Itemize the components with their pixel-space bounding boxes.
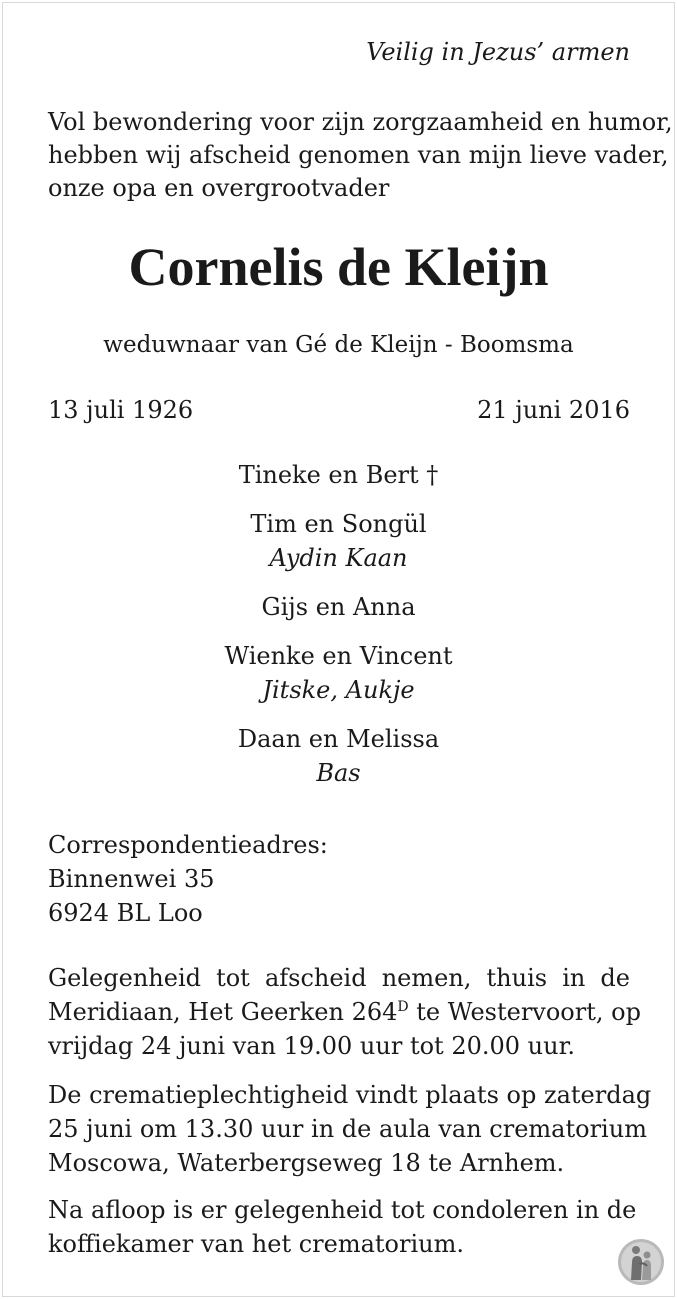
intro-line: hebben wij afscheid genomen van mijn lieve vader, bbox=[48, 141, 669, 169]
family-names: Wienke en Vincent bbox=[224, 642, 453, 670]
paragraph-line: Na afloop is er gelegenheid tot condoleren in de bbox=[48, 1196, 637, 1224]
family-children: Bas bbox=[316, 759, 361, 787]
family-names: Tim en Songül bbox=[250, 510, 427, 538]
widower-line: weduwnaar van Gé de Kleijn - Boomsma bbox=[103, 332, 574, 358]
paragraph-line: vrijdag 24 juni van 19.00 uur tot 20.00 uur. bbox=[48, 1032, 576, 1060]
death-date: 21 juni 2016 bbox=[477, 396, 630, 424]
paragraph-line: 25 juni om 13.30 uur in de aula van crematorium bbox=[48, 1115, 647, 1143]
motto: Veilig in Jezus’ armen bbox=[366, 38, 630, 66]
intro-line: onze opa en overgrootvader bbox=[48, 174, 390, 202]
paragraph-line bbox=[48, 995, 641, 1029]
address-label: Correspondentieadres: bbox=[48, 831, 328, 859]
location-text: te Westervoort, op bbox=[408, 998, 641, 1026]
farewell-paragraph bbox=[48, 961, 641, 1063]
family-names: Gijs en Anna bbox=[261, 593, 416, 621]
family-group bbox=[0, 722, 677, 790]
address-text: Meridiaan, Het Geerken 264 bbox=[48, 998, 398, 1026]
family-group bbox=[0, 639, 677, 707]
paragraph-line: De crematieplechtigheid vindt plaats op zaterdag bbox=[48, 1081, 652, 1109]
family-names: Tineke en Bert † bbox=[238, 461, 439, 489]
family-children: Aydin Kaan bbox=[269, 544, 408, 572]
condolence-paragraph bbox=[48, 1193, 637, 1261]
correspondence-address bbox=[48, 828, 328, 930]
intro-text bbox=[48, 106, 673, 205]
paragraph-line: koffiekamer van het crematorium. bbox=[48, 1230, 464, 1258]
deceased-name: Cornelis de Kleijn bbox=[128, 237, 549, 297]
birth-date: 13 juli 1926 bbox=[48, 396, 194, 424]
intro-line: Vol bewondering voor zijn zorgzaamheid en humor, bbox=[48, 108, 673, 136]
address-street: Binnenwei 35 bbox=[48, 865, 215, 893]
house-number-suffix: D bbox=[397, 999, 409, 1015]
cremation-paragraph bbox=[48, 1078, 652, 1180]
address-city: 6924 BL Loo bbox=[48, 899, 203, 927]
paragraph-line: Gelegenheid tot afscheid nemen, thuis in de bbox=[48, 964, 630, 992]
family-group bbox=[0, 507, 677, 575]
family-group bbox=[0, 590, 677, 624]
mourning-figures-logo-icon bbox=[617, 1238, 665, 1286]
family-names: Daan en Melissa bbox=[237, 725, 440, 753]
family-group bbox=[0, 458, 677, 492]
paragraph-line: Moscowa, Waterbergseweg 18 te Arnhem. bbox=[48, 1149, 565, 1177]
family-children: Jitske, Aukje bbox=[262, 676, 415, 704]
family-list bbox=[0, 458, 677, 805]
